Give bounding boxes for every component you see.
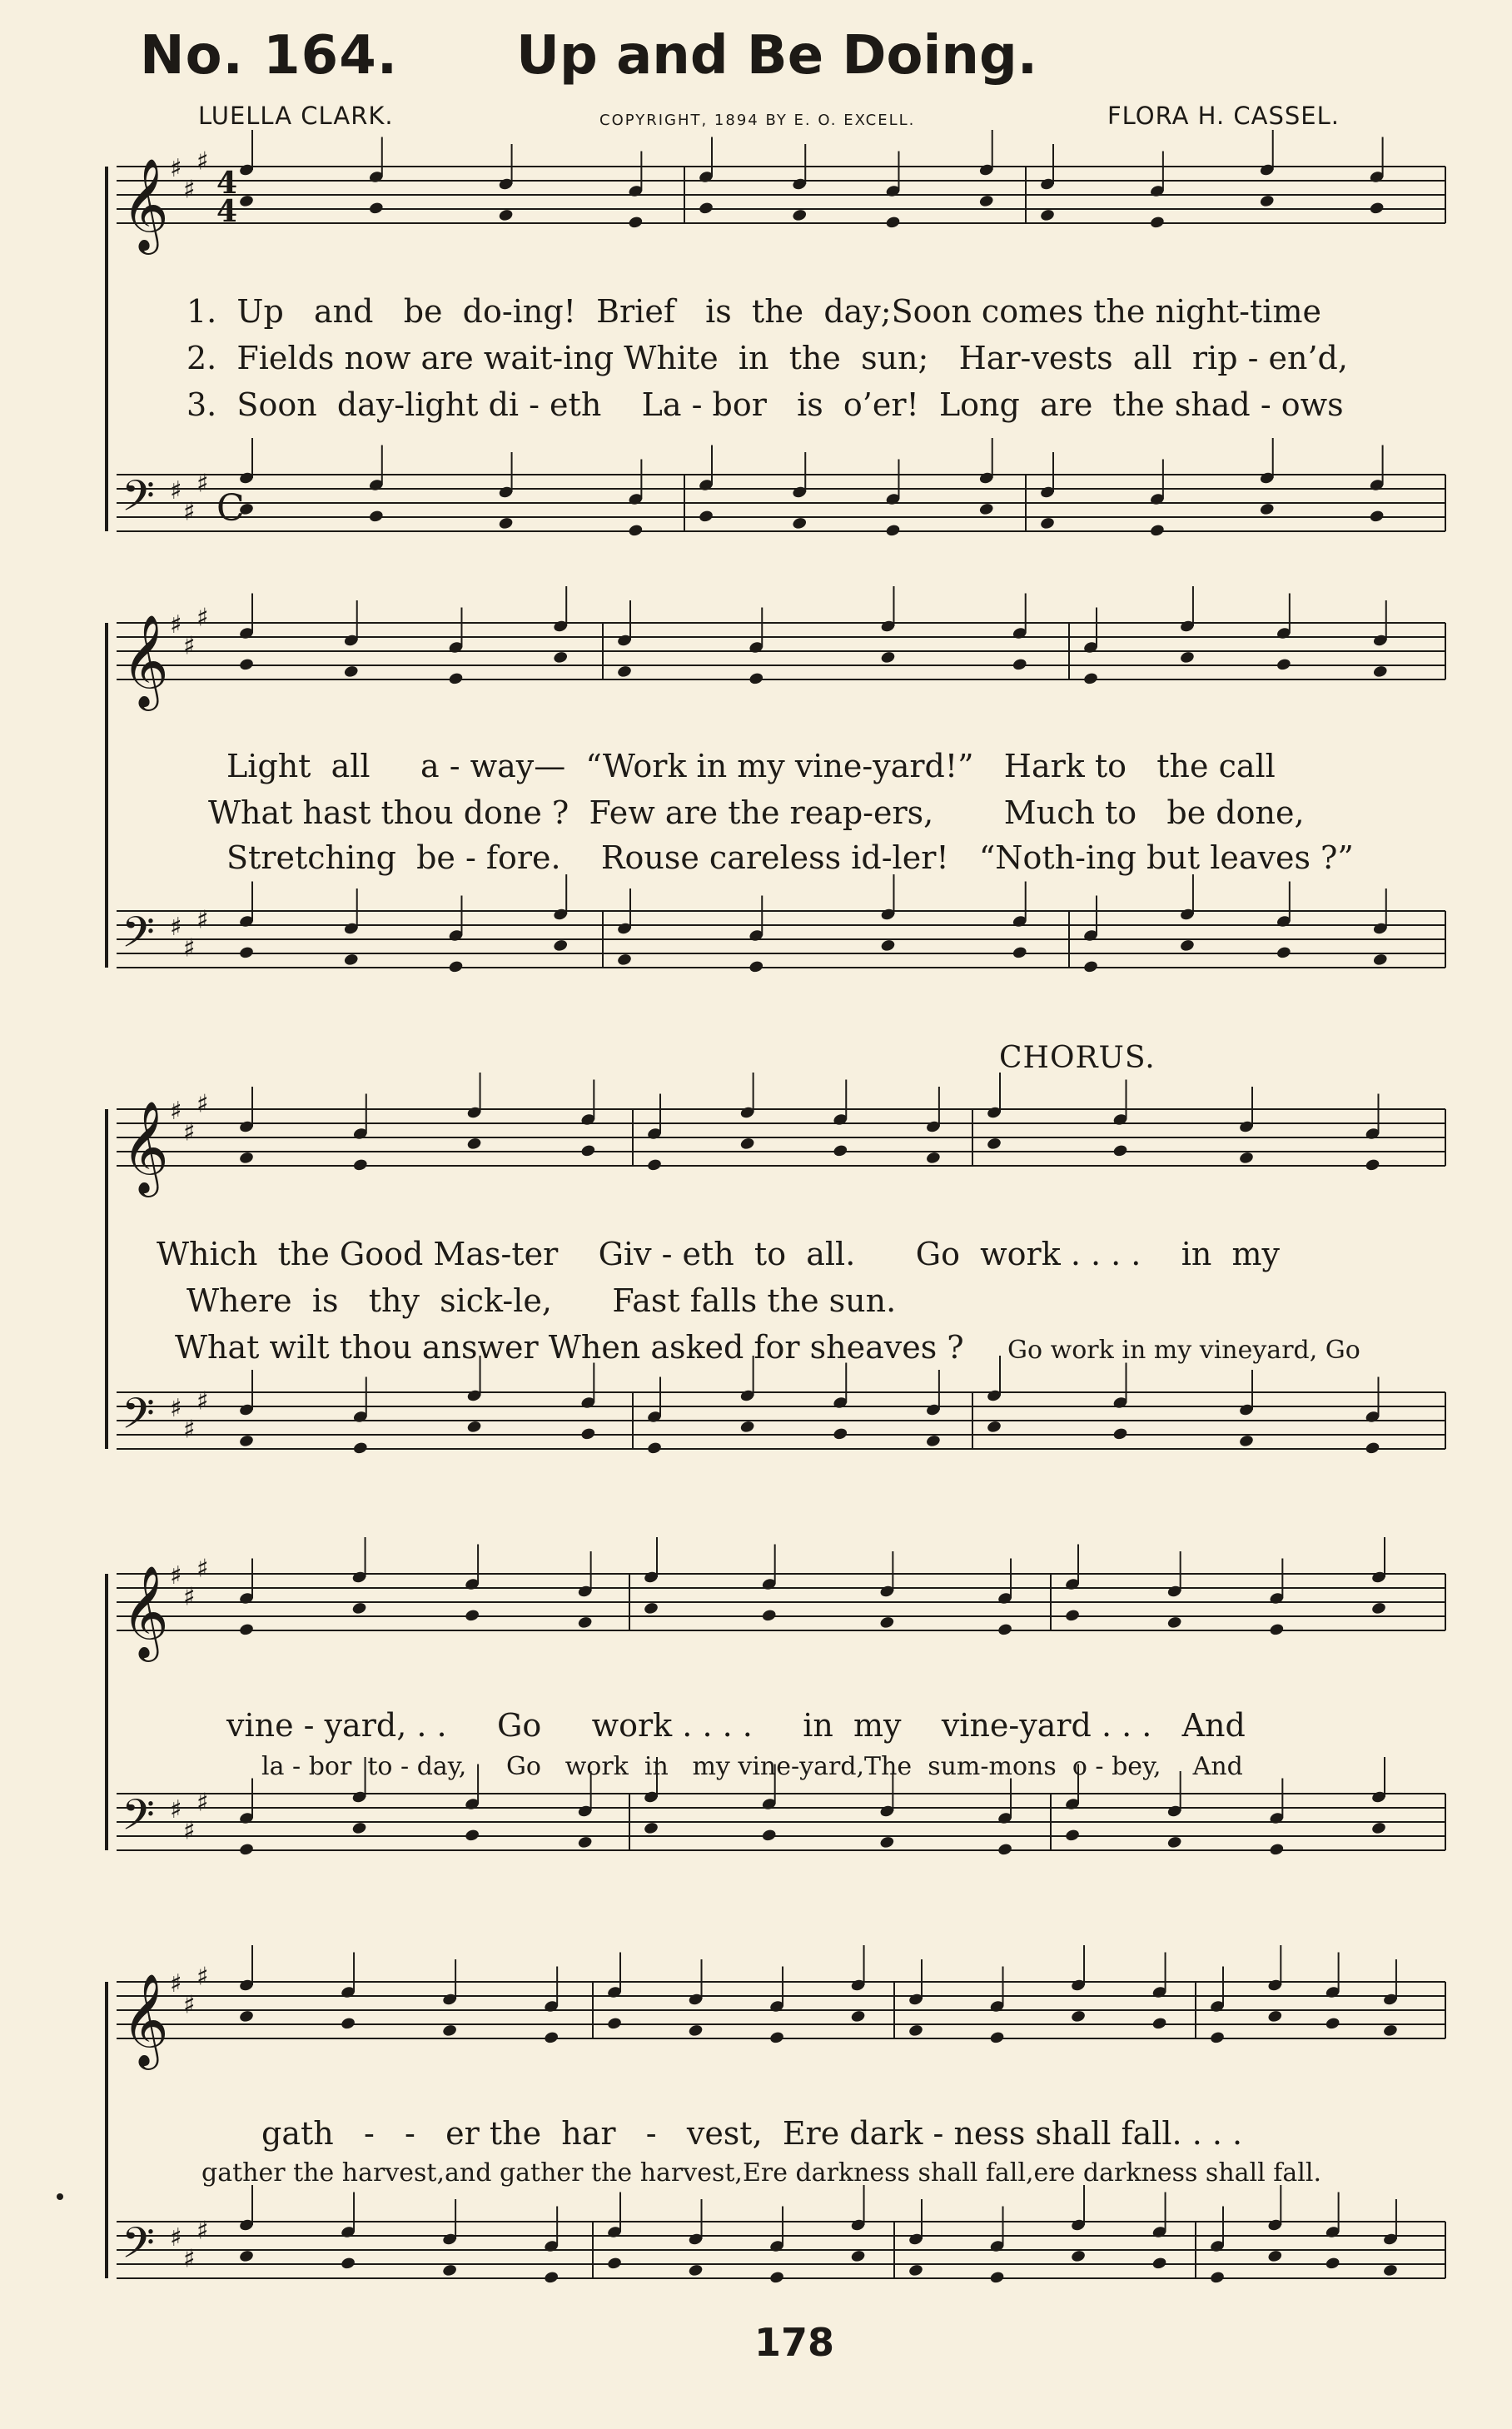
key-sharp-bass-4-2: ♯ xyxy=(196,2216,209,2246)
notehead-bass-3-1-3b xyxy=(997,1843,1012,1857)
notehead-treble-4-3-0b xyxy=(1209,2031,1225,2045)
notehead-treble-3-1-3b xyxy=(997,1623,1012,1637)
notehead-treble-2-0-0b xyxy=(238,1151,254,1165)
key-sharp-bass-3-1: ♯ xyxy=(183,1816,196,1846)
key-sharp-treble-0-0: ♯ xyxy=(170,154,182,183)
notehead-bass-2-2-2b xyxy=(1238,1434,1254,1448)
notehead-treble-1-2-3b xyxy=(1372,664,1388,679)
composer-credit: FLORA H. CASSEL. xyxy=(1107,102,1340,130)
lyric-line-verse1-sys2: Light all a - way— “Work in my vine-yard!” Hark to the call xyxy=(226,748,1276,784)
notehead-treble-4-1-0b xyxy=(606,2017,622,2031)
notehead-treble-0-2-1b xyxy=(1149,216,1165,230)
lyric-line-verse2-sys1: 2. Fields now are wait-ing White in the sun; Har-vests all rip - en’d, xyxy=(187,340,1348,376)
notehead-treble-4-0-2b xyxy=(442,2023,458,2038)
notehead-treble-2-2-3b xyxy=(1365,1158,1380,1172)
notehead-bass-2-2-0b xyxy=(986,1420,1002,1434)
notehead-bass-0-1-2b xyxy=(885,524,901,538)
lyric-line-verse2-sys3: Where is thy sick-le, Fast falls the sun. xyxy=(187,1282,897,1319)
notehead-bass-1-2-0b xyxy=(1082,960,1098,974)
key-sharp-treble-1-0: ♯ xyxy=(170,610,182,640)
notehead-treble-3-0-1b xyxy=(351,1601,367,1615)
notehead-bass-0-1-1b xyxy=(792,516,808,530)
page-number: 178 xyxy=(754,2320,835,2365)
alto-lyric-line-sys5: gather the harvest,and gather the harvest,Ere darkness shall fall,ere darkness shall fall. xyxy=(201,2158,1321,2188)
key-sharp-treble-1-1: ♯ xyxy=(183,631,196,661)
time-sig-bottom-0: 4 xyxy=(216,194,238,229)
notehead-bass-4-2-2b xyxy=(1070,2249,1086,2263)
notehead-treble-1-0-2b xyxy=(448,672,464,686)
notehead-bass-1-1-1b xyxy=(749,960,764,974)
notehead-bass-2-0-1b xyxy=(352,1441,368,1456)
notehead-treble-0-2-2b xyxy=(1259,194,1275,208)
notehead-bass-4-2-1b xyxy=(989,2271,1005,2285)
notehead-bass-1-0-2b xyxy=(448,960,464,974)
key-sharp-bass-2-1: ♯ xyxy=(183,1415,196,1445)
time-sig-top-0: 4 xyxy=(216,166,238,201)
notehead-treble-2-1-0b xyxy=(646,1158,662,1172)
notehead-treble-1-2-0b xyxy=(1082,672,1098,686)
notehead-bass-2-1-3b xyxy=(925,1434,941,1448)
notehead-bass-2-0-3b xyxy=(580,1427,596,1441)
notehead-bass-4-1-0b xyxy=(606,2257,622,2271)
key-sharp-treble-2-1: ♯ xyxy=(183,1117,196,1147)
notehead-treble-3-2-1b xyxy=(1166,1615,1182,1630)
notehead-bass-4-3-3b xyxy=(1382,2263,1398,2277)
print-speck xyxy=(57,2193,63,2200)
key-sharp-bass-0-2: ♯ xyxy=(196,469,209,499)
notehead-bass-1-1-0b xyxy=(616,953,632,967)
notehead-bass-4-3-1b xyxy=(1267,2249,1283,2263)
notehead-treble-4-2-2b xyxy=(1070,2009,1086,2023)
notehead-treble-0-1-0b xyxy=(698,202,714,216)
notehead-treble-4-1-2b xyxy=(768,2031,784,2045)
notehead-bass-4-1-3b xyxy=(850,2249,866,2263)
notehead-treble-3-1-0b xyxy=(643,1601,659,1615)
key-sharp-treble-2-0: ♯ xyxy=(170,1097,182,1126)
lyric-line-verse1-sys3: Which the Good Mas-ter Giv - eth to all. Go work . . . . in my xyxy=(157,1236,1280,1272)
notehead-treble-4-0-1b xyxy=(340,2017,356,2031)
notehead-bass-2-0-2b xyxy=(466,1420,482,1434)
notehead-bass-3-2-3b xyxy=(1370,1821,1386,1835)
key-sharp-bass-2-2: ♯ xyxy=(196,1386,209,1416)
notehead-bass-2-1-2b xyxy=(833,1427,848,1441)
alto-lyric-line-sys4: la - bor to - day, Go work in my vine-yard,The sum-mons o - bey, And xyxy=(261,1752,1243,1781)
key-sharp-bass-4-1: ♯ xyxy=(183,2244,196,2274)
notehead-bass-3-2-0b xyxy=(1064,1829,1080,1843)
notehead-treble-2-1-2b xyxy=(833,1144,848,1158)
notehead-treble-4-2-0b xyxy=(908,2023,923,2038)
treble-clef-3: 𝄞 xyxy=(122,1565,169,1658)
notehead-bass-4-3-0b xyxy=(1209,2271,1225,2285)
notehead-bass-0-1-3b xyxy=(978,502,994,516)
notehead-treble-2-1-3b xyxy=(925,1151,941,1165)
treble-clef-2: 𝄞 xyxy=(122,1100,169,1193)
notehead-bass-4-0-2b xyxy=(442,2263,458,2277)
notehead-treble-1-2-2b xyxy=(1276,658,1291,672)
bass-clef-2: 𝄢 xyxy=(122,1388,155,1449)
key-sharp-bass-2-0: ♯ xyxy=(170,1394,182,1423)
notehead-bass-0-0-3b xyxy=(628,524,644,538)
key-sharp-bass-1-1: ♯ xyxy=(183,933,196,963)
notehead-bass-4-0-0b xyxy=(238,2249,254,2263)
notehead-treble-0-0-3b xyxy=(628,216,644,230)
notehead-treble-1-2-1b xyxy=(1179,650,1195,664)
notehead-treble-2-0-3b xyxy=(580,1144,596,1158)
common-time-0: C xyxy=(216,487,245,530)
notehead-treble-4-3-2b xyxy=(1325,2017,1340,2031)
key-sharp-treble-2-2: ♯ xyxy=(196,1089,209,1119)
notehead-bass-1-0-1b xyxy=(343,953,359,967)
notehead-bass-1-2-1b xyxy=(1179,938,1195,953)
notehead-bass-1-1-2b xyxy=(880,938,896,953)
notehead-treble-0-2-0b xyxy=(1039,208,1055,222)
bass-clef-4: 𝄢 xyxy=(122,2217,155,2278)
notehead-bass-4-3-2b xyxy=(1325,2257,1340,2271)
notehead-treble-1-0-1b xyxy=(343,664,359,679)
key-sharp-treble-0-2: ♯ xyxy=(196,147,209,177)
notehead-bass-4-0-3b xyxy=(544,2271,560,2285)
notehead-bass-1-1-3b xyxy=(1012,946,1027,960)
notehead-bass-1-0-3b xyxy=(553,938,569,953)
lyric-line-verse3-sys3: What wilt thou answer When asked for sheaves ? xyxy=(175,1329,964,1366)
notehead-bass-1-2-3b xyxy=(1372,953,1388,967)
bass-clef-0: 𝄢 xyxy=(122,470,155,531)
notehead-treble-0-0-1b xyxy=(368,202,384,216)
key-sharp-bass-0-0: ♯ xyxy=(170,476,182,505)
key-sharp-treble-4-0: ♯ xyxy=(170,1969,182,1998)
notehead-treble-4-3-3b xyxy=(1382,2023,1398,2038)
treble-clef-1: 𝄞 xyxy=(122,614,169,707)
key-sharp-bass-1-0: ♯ xyxy=(170,913,182,942)
notehead-bass-4-2-0b xyxy=(908,2263,923,2277)
notehead-treble-3-0-0b xyxy=(238,1623,254,1637)
notehead-bass-0-2-2b xyxy=(1259,502,1275,516)
notehead-bass-0-0-1b xyxy=(368,510,384,524)
key-sharp-bass-4-0: ♯ xyxy=(170,2223,182,2252)
notehead-bass-3-0-0b xyxy=(238,1843,254,1857)
notehead-bass-3-2-2b xyxy=(1269,1843,1285,1857)
notehead-treble-2-0-2b xyxy=(466,1137,482,1151)
notehead-bass-2-1-1b xyxy=(739,1420,755,1434)
notehead-bass-3-1-0b xyxy=(643,1821,659,1835)
bass-clef-3: 𝄢 xyxy=(122,1789,155,1850)
notehead-treble-1-1-1b xyxy=(749,672,764,686)
alto-lyric-line-sys3: Go work in my vineyard, Go xyxy=(1007,1336,1360,1365)
notehead-bass-0-2-0b xyxy=(1039,516,1055,530)
key-sharp-treble-3-1: ♯ xyxy=(183,1582,196,1612)
key-sharp-treble-1-2: ♯ xyxy=(196,603,209,633)
lyric-line-verse2-sys2: What hast thou done ? Few are the reap-ers, Much to be done, xyxy=(208,794,1305,831)
notehead-bass-3-1-2b xyxy=(879,1835,895,1849)
notehead-bass-3-0-3b xyxy=(577,1835,593,1849)
key-sharp-treble-3-0: ♯ xyxy=(170,1561,182,1590)
notehead-treble-1-1-0b xyxy=(616,664,632,679)
lyric-line-chorus-sys4: vine - yard, . . Go work . . . . in my vine-yard . . . And xyxy=(226,1707,1246,1744)
key-sharp-treble-4-1: ♯ xyxy=(183,1990,196,2020)
notehead-treble-4-0-0b xyxy=(238,2009,254,2023)
notehead-bass-2-0-0b xyxy=(238,1434,254,1448)
notehead-bass-2-2-3b xyxy=(1365,1441,1380,1456)
notehead-bass-4-1-1b xyxy=(688,2263,704,2277)
lyric-line-verse3-sys2: Stretching be - fore. Rouse careless id-ler! “Noth-ing but leaves ?” xyxy=(226,839,1354,876)
key-sharp-treble-3-2: ♯ xyxy=(196,1554,209,1584)
key-sharp-treble-0-1: ♯ xyxy=(183,175,196,205)
key-sharp-treble-4-2: ♯ xyxy=(196,1962,209,1992)
notehead-treble-2-2-0b xyxy=(986,1137,1002,1151)
notehead-treble-3-2-0b xyxy=(1064,1609,1080,1623)
notehead-treble-0-0-0b xyxy=(238,194,254,208)
notehead-bass-2-1-0b xyxy=(646,1441,662,1456)
notehead-treble-4-1-1b xyxy=(688,2023,704,2038)
notehead-bass-4-0-1b xyxy=(340,2257,356,2271)
notehead-bass-3-0-1b xyxy=(351,1821,367,1835)
notehead-treble-1-1-2b xyxy=(880,650,896,664)
notehead-bass-0-0-2b xyxy=(498,516,514,530)
notehead-treble-1-0-0b xyxy=(238,658,254,672)
notehead-treble-3-0-3b xyxy=(577,1615,593,1630)
treble-clef-0: 𝄞 xyxy=(122,157,169,251)
key-sharp-bass-3-0: ♯ xyxy=(170,1795,182,1824)
notehead-bass-3-1-1b xyxy=(761,1829,777,1843)
copyright-notice: COPYRIGHT, 1894 BY E. O. EXCELL. xyxy=(599,112,916,129)
notehead-bass-0-2-3b xyxy=(1369,510,1385,524)
notehead-bass-4-1-2b xyxy=(768,2271,784,2285)
notehead-treble-4-2-3b xyxy=(1151,2017,1167,2031)
treble-clef-4: 𝄞 xyxy=(122,1973,169,2066)
notehead-bass-2-2-1b xyxy=(1112,1427,1128,1441)
notehead-bass-1-2-2b xyxy=(1276,946,1291,960)
chorus-label: CHORUS. xyxy=(999,1041,1156,1075)
key-sharp-bass-1-2: ♯ xyxy=(196,905,209,935)
notehead-bass-3-2-1b xyxy=(1166,1835,1182,1849)
notehead-bass-0-2-1b xyxy=(1149,524,1165,538)
notehead-treble-4-3-1b xyxy=(1267,2009,1283,2023)
lyric-line-verse3-sys1: 3. Soon day-light di - eth La - bor is o’er! Long are the shad - ows xyxy=(187,386,1344,423)
notehead-treble-1-0-3b xyxy=(553,650,569,664)
notehead-treble-3-1-1b xyxy=(761,1609,777,1623)
notehead-treble-4-1-3b xyxy=(850,2009,866,2023)
notehead-treble-0-2-3b xyxy=(1369,202,1385,216)
notehead-treble-0-0-2b xyxy=(498,208,514,222)
notehead-treble-0-1-2b xyxy=(885,216,901,230)
hymn-number: No. 164. xyxy=(140,25,399,87)
notehead-bass-3-0-2b xyxy=(465,1829,480,1843)
notehead-bass-0-1-0b xyxy=(698,510,714,524)
notehead-treble-2-2-1b xyxy=(1112,1144,1128,1158)
notehead-treble-3-2-3b xyxy=(1370,1601,1386,1615)
notehead-treble-4-2-1b xyxy=(989,2031,1005,2045)
notehead-treble-3-1-2b xyxy=(879,1615,895,1630)
notehead-bass-4-2-3b xyxy=(1151,2257,1167,2271)
key-sharp-bass-0-1: ♯ xyxy=(183,497,196,527)
notehead-treble-2-2-2b xyxy=(1238,1151,1254,1165)
lyric-line-verse1-sys1: 1. Up and be do-ing! Brief is the day;Soon comes the night-time xyxy=(187,293,1321,330)
notehead-treble-3-2-2b xyxy=(1269,1623,1285,1637)
notehead-treble-0-1-1b xyxy=(792,208,808,222)
key-sharp-bass-3-2: ♯ xyxy=(196,1788,209,1818)
bass-clef-1: 𝄢 xyxy=(122,907,155,968)
notehead-bass-1-0-0b xyxy=(238,946,254,960)
lyricist-credit: LUELLA CLARK. xyxy=(198,102,394,130)
hymn-title: Up and Be Doing. xyxy=(516,25,1038,87)
notehead-treble-1-1-3b xyxy=(1012,658,1027,672)
lyric-line-chorus-sys5: gath - - er the har - vest, Ere dark - ness shall fall. . . . xyxy=(261,2115,1243,2152)
notehead-treble-2-1-1b xyxy=(739,1137,755,1151)
notehead-treble-3-0-2b xyxy=(465,1609,480,1623)
notehead-treble-0-1-3b xyxy=(978,194,994,208)
notehead-treble-2-0-1b xyxy=(352,1158,368,1172)
notehead-treble-4-0-3b xyxy=(544,2031,560,2045)
